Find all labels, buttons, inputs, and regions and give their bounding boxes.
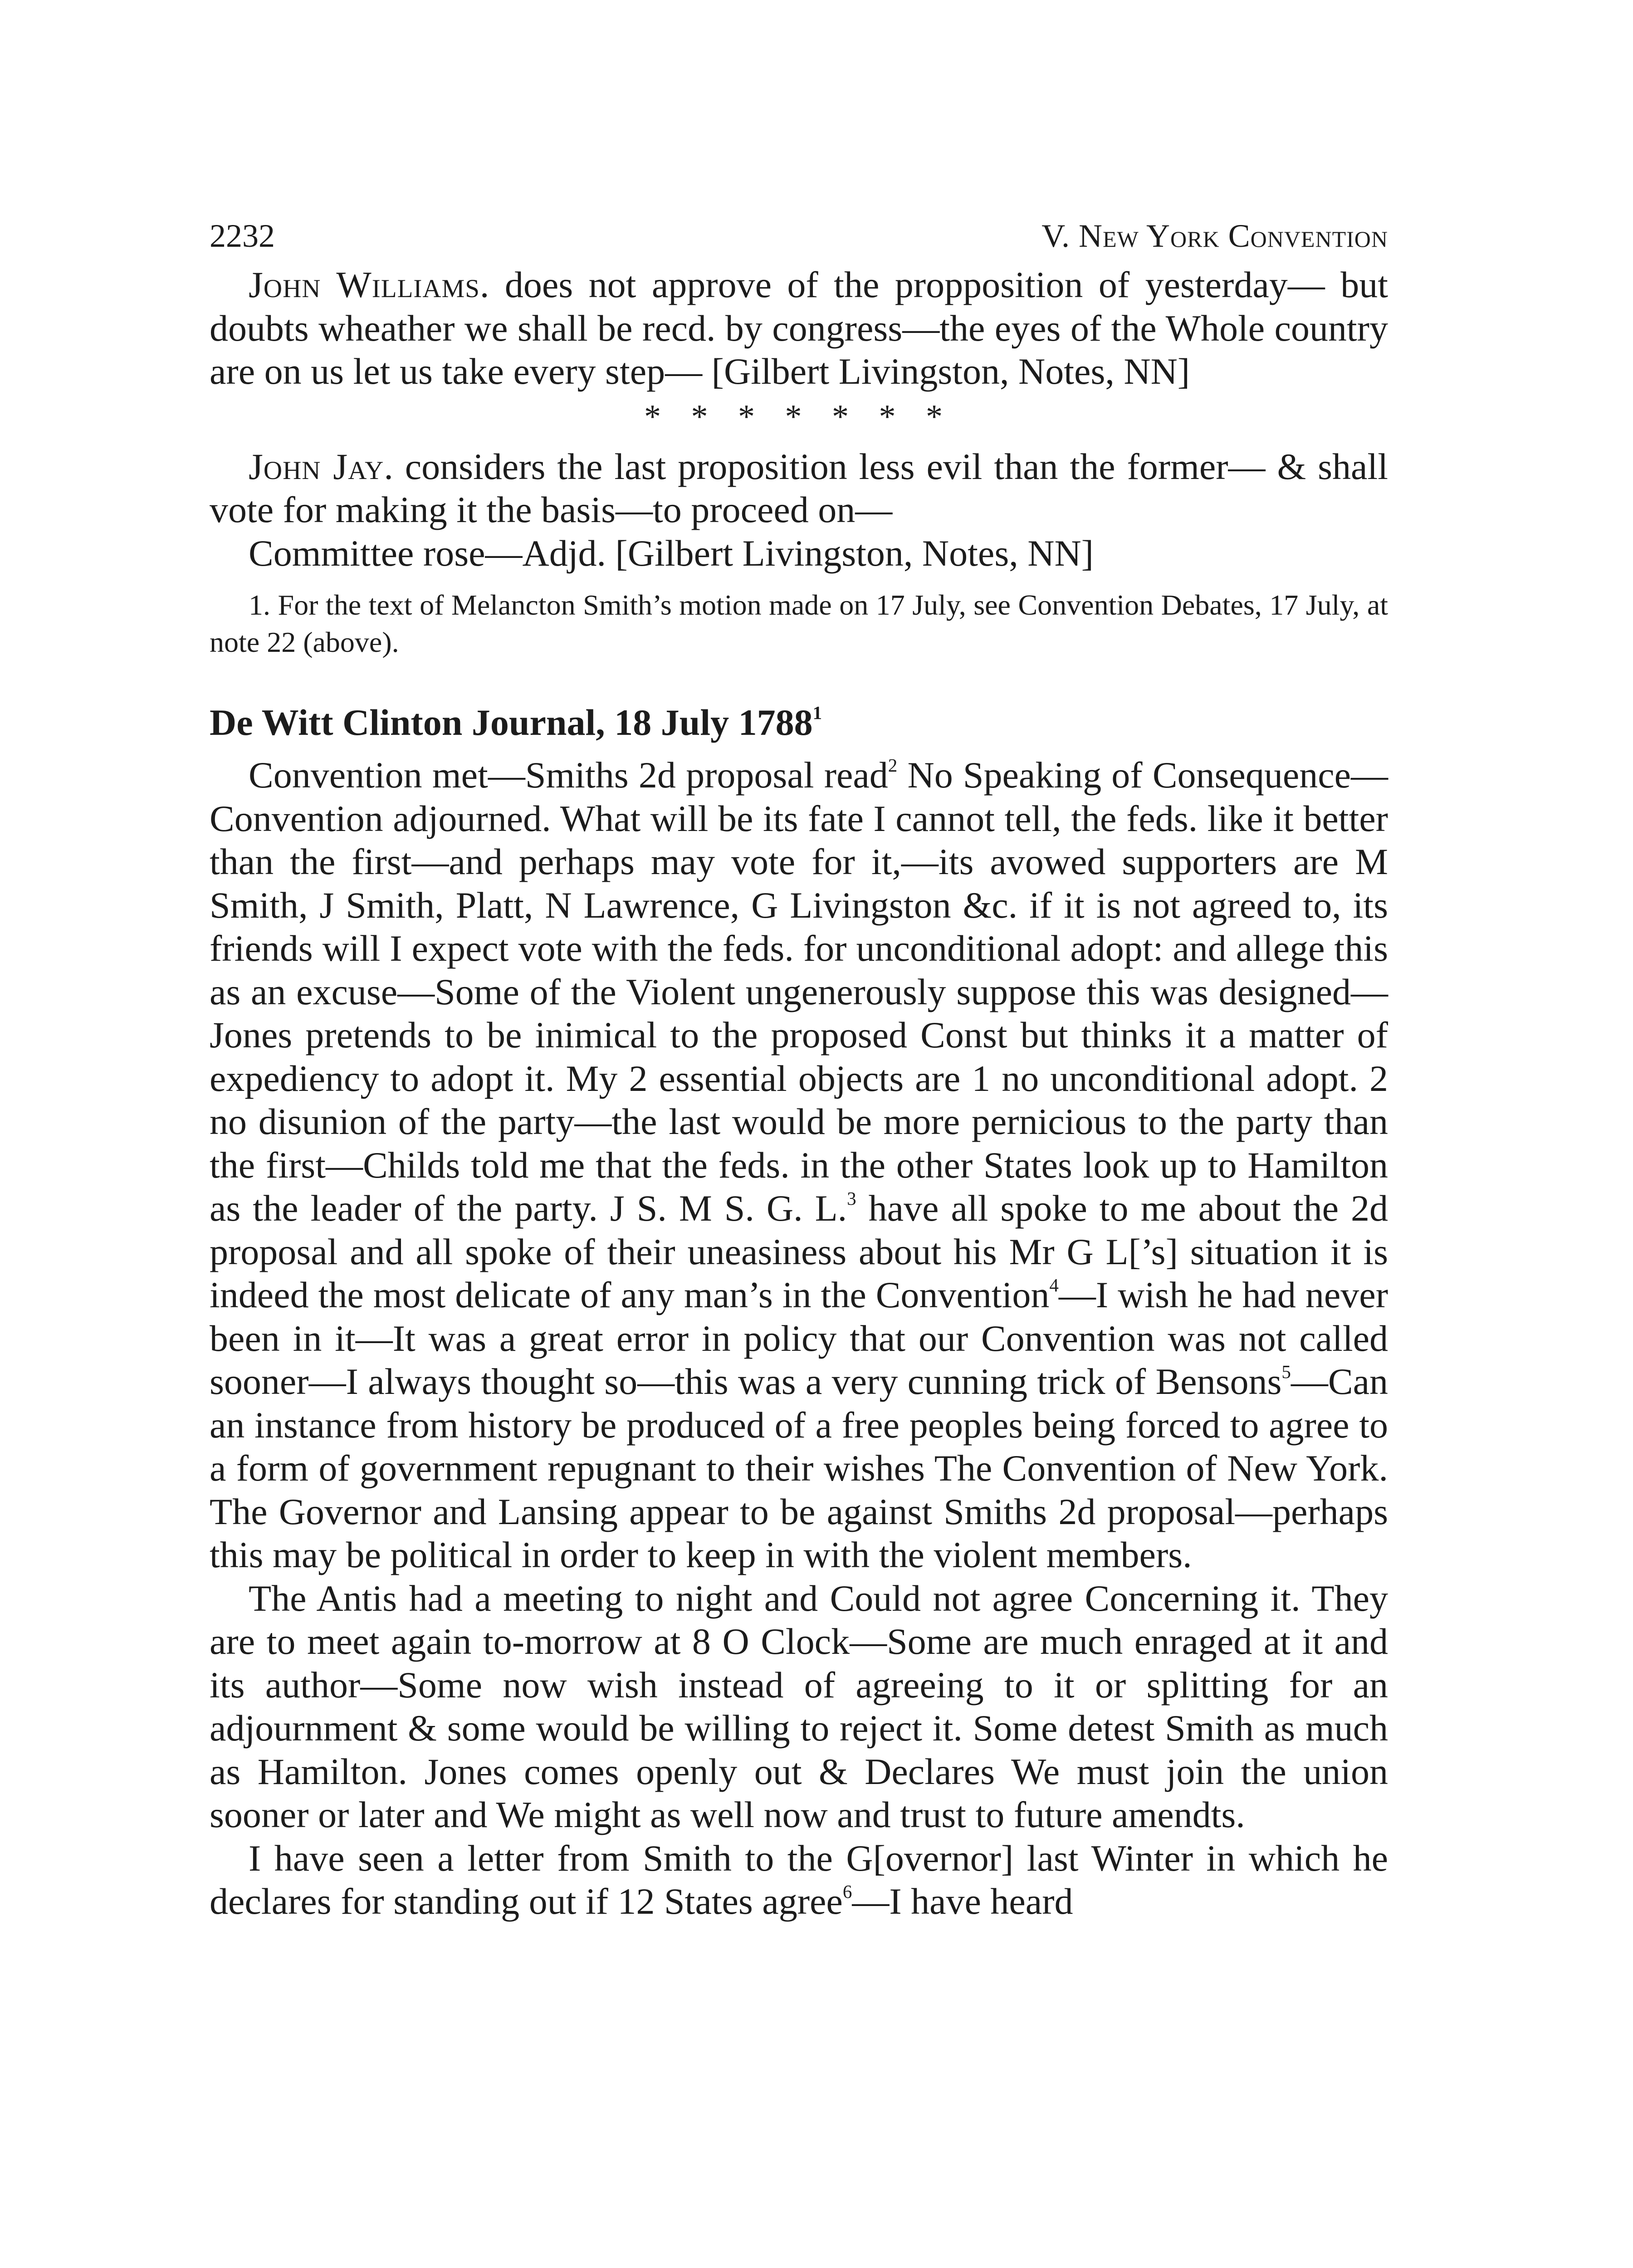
- paragraph-text: —I wish he had never been in it—It was a great error in policy that our Convention was not called sooner—I always thought so—this was a very cunning trick of Bensons: [210, 1274, 1388, 1402]
- page-number: 2232: [210, 218, 275, 254]
- journal-paragraph: [210, 1577, 1388, 1837]
- section-note-ref: 1: [812, 702, 822, 723]
- section-heading: [210, 700, 1388, 745]
- note-reference: 4: [1049, 1275, 1059, 1296]
- journal-paragraph: [210, 753, 1388, 1577]
- running-title: V. New York Convention: [1041, 218, 1388, 254]
- journal-paragraph: [210, 1837, 1388, 1923]
- paragraph-text: No Speaking of Consequence—Convention adjourned. What will be its fate I cannot tell, the feds. like it better than the first—and perhaps may vote for it,—its avowed supporters are M Smith, J Smith, Platt, N Lawrence, G Livingston &c. if it is not agreed to, its friends will I expect vote with the feds. for unconditional adopt: and allege this as an excuse—Some of the Violent ungenerously suppose this was designed—Jones pretends to be inimical to the proposed Const but thinks it a matter of expediency to adopt it. My 2 essential objects are 1 no unconditional adopt. 2 no disunion of the party—the last would be more pernicious to the party than the first—Childs told me that the feds. in the other States look up to Hamilton as the leader of the party. J S. M S. G. L.: [210, 754, 1389, 1229]
- footnote-1: 1. For the text of Melancton Smith’s motion made on 17 July, see Convention Debates, 17 July, at note 22 (above).: [210, 589, 1388, 658]
- paragraph-text: I have seen a letter from Smith to the G[overnor] last Winter in which he declares for standing out if 12 States agree: [210, 1837, 1388, 1922]
- entry-john-williams: [210, 263, 1388, 393]
- paragraph-text: have all spoke to me about the 2d proposal and all spoke of their uneasiness about his Mr G L[’s] situation it is indeed the most delicate of any man’s in the Convention: [210, 1188, 1388, 1315]
- paragraph-text: The Antis had a meeting to night and Could not agree Concerning it. They are to meet again to-morrow at 8 O Clock—Some are much enraged at it and its author—Some now wish instead of agreeing to it or splitting for an adjournment & some would be willing to reject it. Some detest Smith as much as Hamilton. Jones comes openly out & Declares We must join the union sooner or later and We might as well now and trust to future amendts.: [210, 1577, 1388, 1835]
- book-page: [210, 213, 1388, 1923]
- speaker-name: John Williams: [249, 264, 480, 305]
- entry-text: . considers the last proposition less evil than the former— & shall vote for making it the basis—to proceed on—: [210, 445, 1388, 530]
- entry-text: . does not approve of the propposition of yesterday— but doubts wheather we shall be recd. by congress—the eyes of the Whole country are on us let us take every step— [Gilbert Livingston, Notes, NN]: [210, 264, 1388, 392]
- adjournment-note: Committee rose—Adjd. [Gilbert Livingston, Notes, NN]: [249, 532, 1094, 574]
- running-head: [210, 213, 1388, 259]
- paragraph-text: —I have heard: [852, 1881, 1073, 1922]
- section-separator: * * * * * * *: [644, 398, 953, 435]
- entry-john-jay: [210, 445, 1388, 532]
- section-body: [210, 753, 1388, 1923]
- speaker-name: John Jay: [249, 445, 384, 487]
- section-title: De Witt Clinton Journal, 18 July 1788: [210, 702, 813, 743]
- note-reference: 3: [847, 1188, 856, 1209]
- note-reference: 2: [888, 755, 898, 776]
- paragraph-text: Convention met—Smiths 2d proposal read: [249, 754, 888, 796]
- note-reference: 5: [1281, 1361, 1291, 1383]
- note-reference: 6: [842, 1881, 852, 1902]
- paragraph-text: —Can an instance from history be produced of a free peoples being forced to agree to a form of government repugnant to their wishes The Convention of New York. The Governor and Lansing appear to be against Smiths 2d proposal—perhaps this may be political in order to keep in with the violent members.: [210, 1361, 1388, 1575]
